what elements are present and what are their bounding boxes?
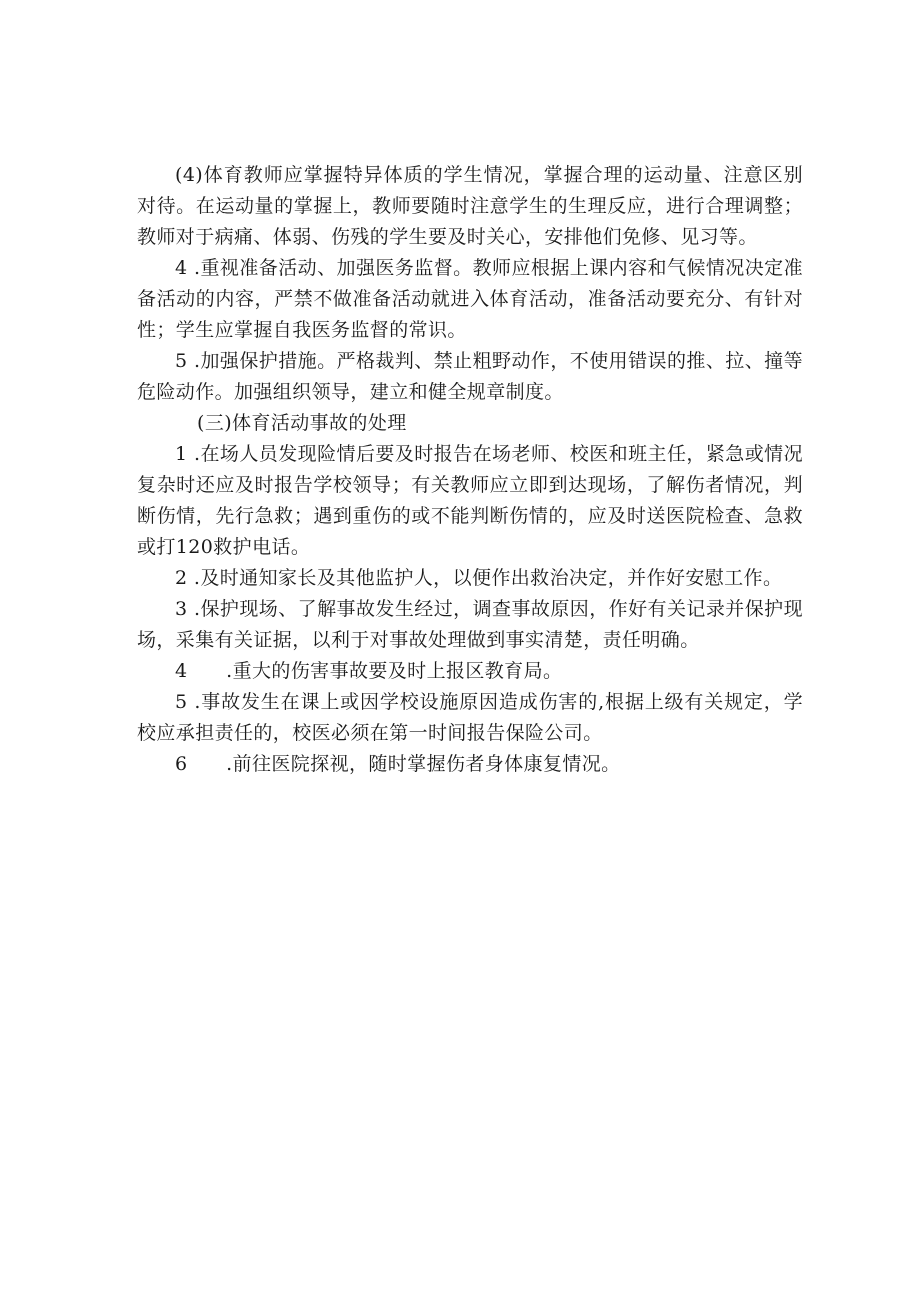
paragraph-teacher-awareness: (4)体育教师应掌握特异体质的学生情况，掌握合理的运动量、注意区别对待。在运动量的掌握上，教师要随时注意学生的生理反应，进行合理调整；教师对于病痛、体弱、伤残的学生要及时关心，安排他们免修、见习等。	[137, 164, 803, 248]
section-heading: (三)体育活动事故的处理	[197, 412, 407, 434]
step-report-emergency: 1 .在场人员发现险情后要及时报告在场老师、校医和班主任，紧急或情况复杂时还应及时报告学校领导；有关教师应立即到达现场，了解伤者情况，判断伤情，先行急救；遇到重伤的或不能判断伤情的，应及时送医院检查、急救或打120救护电话。	[137, 443, 803, 558]
step-protect-scene: 3 .保护现场、了解事故发生经过，调查事故原因，作好有关记录并保护现场，采集有关证据，以利于对事故处理做到事实清楚，责任明确。	[137, 598, 803, 651]
step-hospital-visit: 6 .前往医院探视，随时掌握伤者身体康复情况。	[175, 753, 621, 775]
paragraph-protection-measures: 5 .加强保护措施。严格裁判、禁止粗野动作，不使用错误的推、拉、撞等危险动作。加强组织领导，建立和健全规章制度。	[137, 350, 803, 403]
step-insurance: 5 .事故发生在课上或因学校设施原因造成伤害的,根据上级有关规定，学校应承担责任的，校医必须在第一时间报告保险公司。	[137, 691, 803, 744]
step-report-bureau: 4 .重大的伤害事故要及时上报区教育局。	[175, 660, 563, 682]
step-notify-parents: 2 .及时通知家长及其他监护人，以便作出救治决定，并作好安慰工作。	[175, 567, 783, 589]
paragraph-warmup-supervision: 4 .重视准备活动、加强医务监督。教师应根据上课内容和气候情况决定准备活动的内容，严禁不做准备活动就进入体育活动，准备活动要充分、有针对性；学生应掌握自我医务监督的常识。	[137, 257, 803, 341]
document-body	[137, 160, 803, 780]
